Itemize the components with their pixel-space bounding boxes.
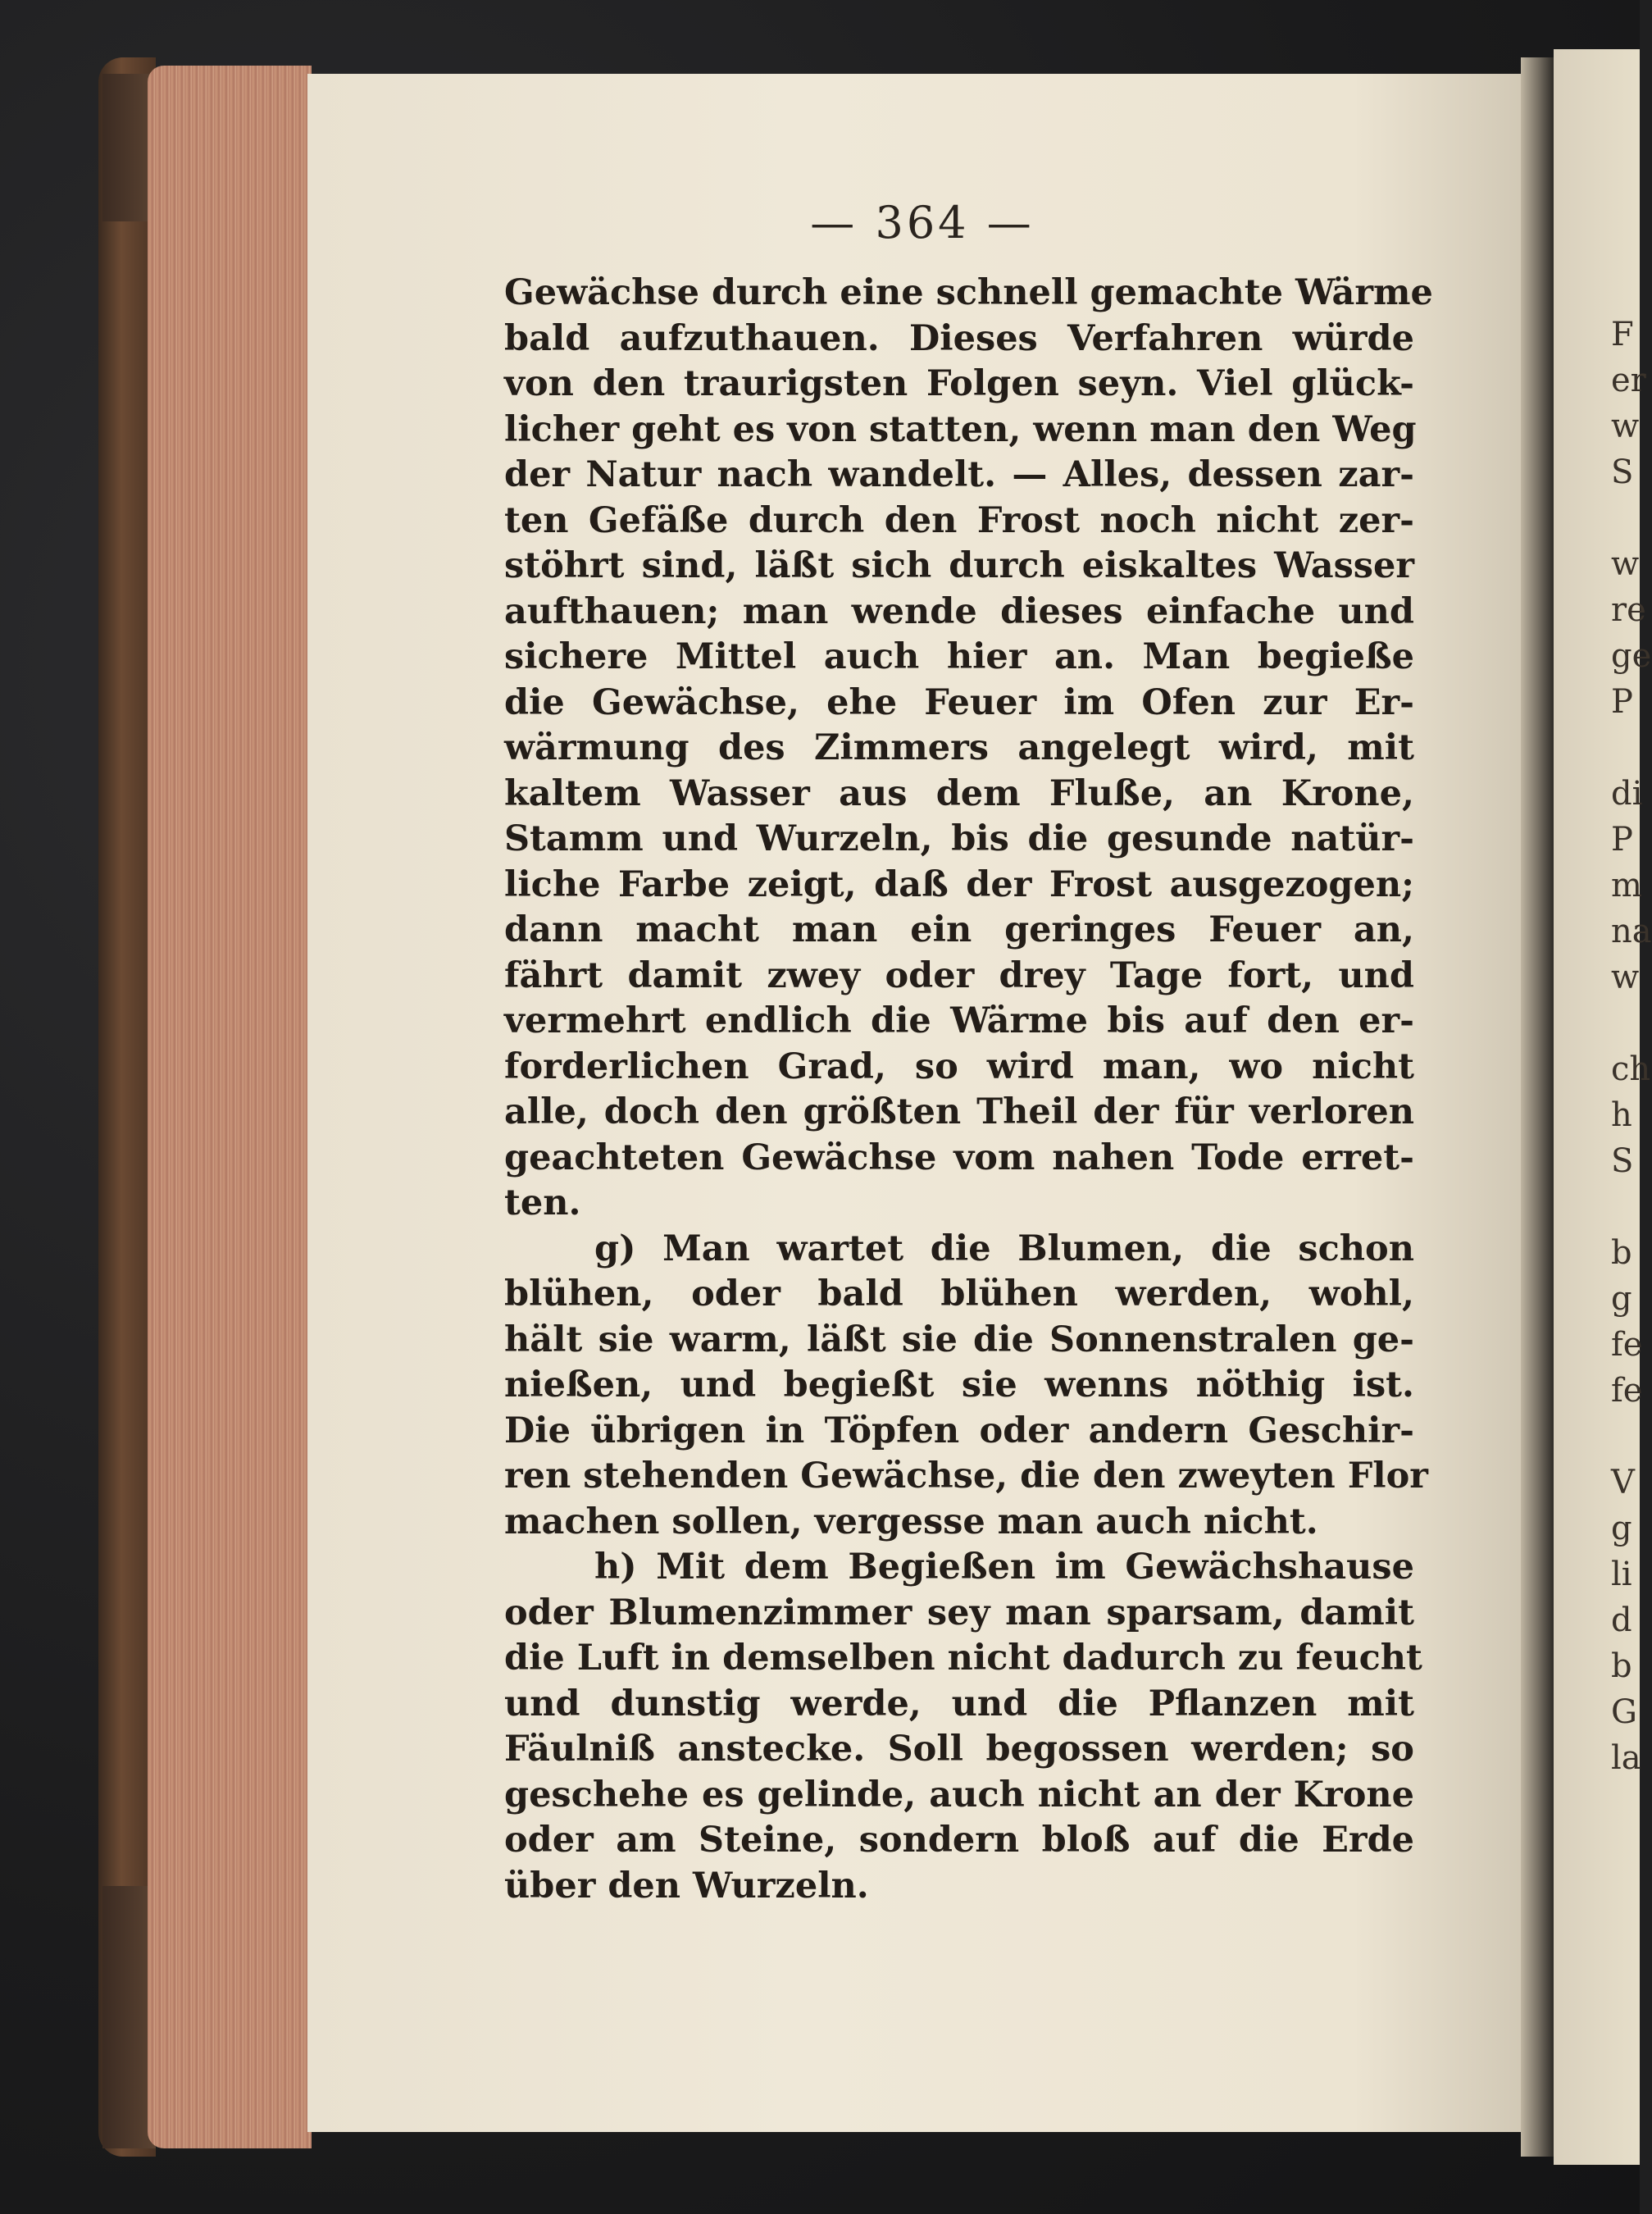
text-line: kaltem Wasser aus dem Fluße, an Krone, bbox=[504, 772, 1414, 814]
right-page-fragment: re bbox=[1611, 591, 1646, 629]
right-page-fragment: S bbox=[1611, 453, 1634, 491]
text-line: sichere Mittel auch hier an. Man begieße bbox=[504, 636, 1414, 677]
right-page-fragment: w bbox=[1611, 959, 1640, 996]
right-page-fragment: V bbox=[1611, 1464, 1635, 1501]
right-page-text-fragments bbox=[1611, 312, 1652, 1781]
page-text bbox=[504, 271, 1433, 1909]
text-line: wärmung des Zimmers angelegt wird, mit bbox=[504, 727, 1414, 768]
left-page bbox=[307, 74, 1537, 2132]
right-page-fragment bbox=[1611, 725, 1640, 771]
right-page-fragment: P bbox=[1611, 683, 1633, 721]
right-page-fragment: ge bbox=[1611, 637, 1652, 675]
book-gutter bbox=[1521, 57, 1554, 2157]
right-page-fragment: b bbox=[1611, 1647, 1632, 1685]
text-line: nießen, und begießt sie wenns nöthig ist. bbox=[504, 1364, 1414, 1405]
right-page-fragment: di bbox=[1611, 775, 1643, 813]
right-page-fragment: ch bbox=[1611, 1050, 1651, 1088]
text-line: bald aufzuthauen. Dieses Verfahren würde bbox=[504, 317, 1414, 359]
right-page-fragment: na bbox=[1611, 913, 1652, 950]
text-line: ten Gefäße durch den Frost noch nicht zer- bbox=[504, 499, 1414, 541]
text-line: aufthauen; man wende dieses einfache und bbox=[504, 590, 1414, 632]
text-line: geachteten Gewächse vom nahen Tode erret- bbox=[504, 1137, 1414, 1178]
right-page-fragment bbox=[1611, 1000, 1640, 1046]
text-line: Fäulniß anstecke. Soll begossen werden; so bbox=[504, 1729, 1414, 1770]
text-line: forderlichen Grad, so wird man, wo nicht bbox=[504, 1046, 1414, 1087]
right-page-fragment: er bbox=[1611, 362, 1646, 399]
right-page-fragment: fe bbox=[1611, 1372, 1643, 1410]
text-line: licher geht es von statten, wenn man den Weg bbox=[504, 408, 1417, 450]
right-page-fragment bbox=[1611, 495, 1640, 541]
text-line: die Gewächse, ehe Feuer im Ofen zur Er- bbox=[504, 681, 1414, 723]
text-line: geschehe es gelinde, auch nicht an der Krone bbox=[504, 1774, 1414, 1815]
text-line: über den Wurzeln. bbox=[504, 1865, 869, 1906]
page-fore-edge bbox=[148, 66, 312, 2148]
text-line: Stamm und Wurzeln, bis die gesunde natür- bbox=[504, 818, 1414, 859]
text-line: Gewächse durch eine schnell gemachte Wärme bbox=[504, 272, 1433, 313]
right-page-fragment: h bbox=[1611, 1096, 1632, 1134]
text-line: g) Man wartet die Blumen, die schon bbox=[594, 1228, 1414, 1269]
text-line: ten. bbox=[504, 1182, 581, 1223]
right-page-fragment: G bbox=[1611, 1693, 1637, 1731]
text-line: hält sie warm, läßt sie die Sonnenstralen ge- bbox=[504, 1319, 1414, 1360]
text-line: fährt damit zwey oder drey Tage fort, und bbox=[504, 954, 1414, 996]
right-page-fragment: S bbox=[1611, 1142, 1634, 1180]
right-page-fragment: la bbox=[1611, 1739, 1641, 1777]
text-line: von den traurigsten Folgen seyn. Viel glück- bbox=[504, 363, 1414, 404]
right-page-fragment: g bbox=[1611, 1280, 1632, 1318]
right-page-fragment bbox=[1611, 1184, 1640, 1230]
text-line: machen sollen, vergesse man auch nicht. bbox=[504, 1501, 1318, 1542]
text-line: und dunstig werde, und die Pflanzen mit bbox=[504, 1683, 1414, 1724]
right-page-fragment: fe bbox=[1611, 1326, 1643, 1364]
right-page-fragment: li bbox=[1611, 1556, 1632, 1593]
right-page-fragment: m bbox=[1611, 867, 1642, 904]
text-line: oder Blumenzimmer sey man sparsam, damit bbox=[504, 1592, 1414, 1633]
right-page-fragment: b bbox=[1611, 1234, 1632, 1272]
right-page-fragment: P bbox=[1611, 821, 1633, 859]
text-line: blühen, oder bald blühen werden, wohl, bbox=[504, 1273, 1414, 1314]
text-line: liche Farbe zeigt, daß der Frost ausgezogen; bbox=[504, 863, 1414, 905]
right-page-fragment: F bbox=[1611, 316, 1634, 353]
text-line: stöhrt sind, läßt sich durch eiskaltes Wasser bbox=[504, 545, 1414, 586]
right-page-fragment: d bbox=[1611, 1601, 1632, 1639]
text-line: der Natur nach wandelt. — Alles, dessen zar- bbox=[504, 454, 1414, 495]
right-page-fragment: w bbox=[1611, 408, 1640, 445]
right-page-fragment bbox=[1611, 1414, 1640, 1460]
text-line: alle, doch den größten Theil der für verloren bbox=[504, 1091, 1414, 1132]
text-line: dann macht man ein geringes Feuer an, bbox=[504, 909, 1414, 950]
text-line: vermehrt endlich die Wärme bis auf den er- bbox=[504, 1000, 1414, 1041]
text-line: ren stehenden Gewächse, die den zweyten Flor bbox=[504, 1456, 1428, 1496]
text-line: Die übrigen in Töpfen oder andern Geschir- bbox=[504, 1410, 1414, 1451]
right-page-fragment: g bbox=[1611, 1510, 1632, 1547]
page-number: — 364 — bbox=[810, 197, 1035, 248]
text-line: h) Mit dem Begießen im Gewächshause bbox=[594, 1547, 1414, 1588]
right-page-fragment: w bbox=[1611, 545, 1640, 583]
text-line: oder am Steine, sondern bloß auf die Erde bbox=[504, 1820, 1414, 1861]
text-line: die Luft in demselben nicht dadurch zu feucht bbox=[504, 1638, 1422, 1679]
